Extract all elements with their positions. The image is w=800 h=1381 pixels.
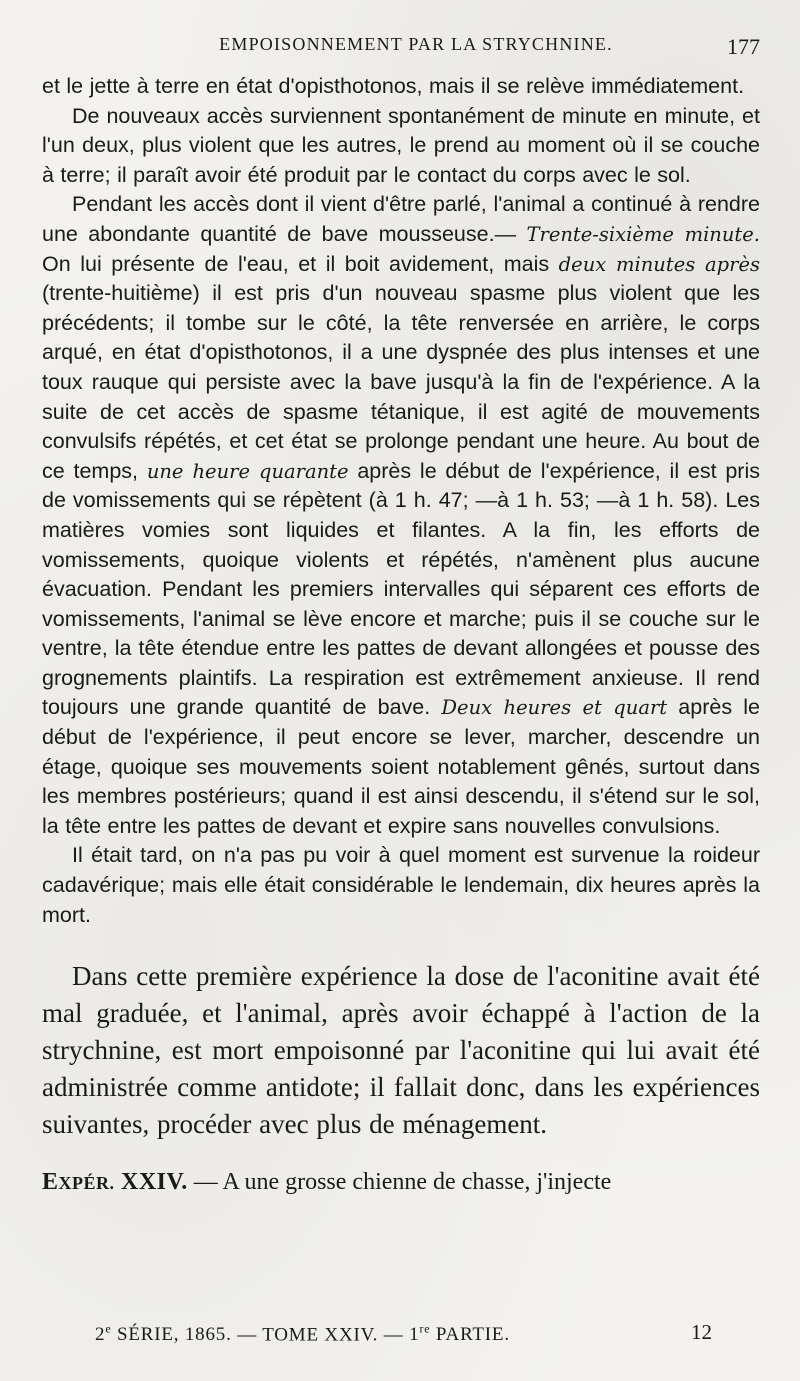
- experiment-narrative: [42, 72, 760, 930]
- italic-time-note: Deux heures et quart: [441, 696, 668, 720]
- text-run: On lui présente de l'eau, et il boit avidement, mais: [42, 251, 559, 276]
- signature-mark: 12: [691, 1320, 712, 1344]
- running-head: [42, 28, 760, 58]
- italic-time-note: une heure quarante: [146, 459, 349, 483]
- footer-partie-sup: re: [419, 1322, 431, 1336]
- text-run: (trente-huitième) il est pris d'un nouveau spasme plus violent que les précédents; il tombe sur le côté, la tête renversée en arrière, le corps arqué, en état d'opisthotonos, il a une dyspnée des plus intenses et une toux rauque qui persiste avec la bave jusqu'à la fin de l'expérience. A la suite de cet accès de spasme tétanique, il est agité de mouvements convulsifs répétés, et cet état se prolonge pendant une heure. Au bout de ce temps,: [42, 281, 760, 483]
- footer-partie: [409, 1324, 510, 1345]
- page-number: 177: [727, 34, 760, 59]
- paragraph-progression: [42, 190, 760, 841]
- experiment-label-cap: E: [42, 1169, 59, 1196]
- paragraph-rigor: Il était tard, on n'a pas pu voir à quel moment est survenue la roideur cadavérique; mais elle était considérable le lendemain, dix heures après la mort.: [42, 843, 760, 927]
- page-footer: [95, 1322, 712, 1346]
- text-run: après le début de l'expérience, il est pris de vomissements qui se répètent (à 1 h. 47; —à 1 h. 53; —à 1 h. 58). Les matières vomies sont liquides et filantes. A la fin, les efforts de vomissements, quoique violents et répétés, n'amènent plus aucune évacuation. Pendant les premiers intervalles qui séparent ces efforts de vomissements, l'animal se lève encore et marche; puis il se couche sur le ventre, la tête étendue entre les pattes de devant allongées et pousse des grognements plaintifs. La respiration est extrêmement anxieuse. Il rend toujours une grande quantité de bave.: [42, 458, 760, 720]
- footer-series-text: SÉRIE, 1865.: [111, 1324, 232, 1346]
- author-commentary: [42, 958, 760, 1143]
- paragraph-continuation: et le jette à terre en état d'opisthotonos, mais il se relève immédiatement.: [42, 74, 745, 98]
- italic-time-note: Trente-sixième minute.: [526, 222, 761, 246]
- experiment-heading: [42, 1167, 760, 1198]
- footer-series-sup: e: [105, 1322, 112, 1336]
- experiment-label-small: XPÉR.: [58, 1173, 115, 1194]
- footer-series: [95, 1324, 232, 1345]
- running-title: EMPOISONNEMENT PAR LA STRYCHNINE.: [219, 34, 613, 54]
- footer-tome: — TOME XXIV. —: [231, 1324, 410, 1346]
- experiment-number: XXIV.: [121, 1169, 188, 1196]
- italic-time-note: deux minutes après: [558, 252, 760, 276]
- text-run: Pendant les accès dont il vient d'être parlé, l'animal a continué à rendre une abondante quantité de bave mousseuse.—: [42, 192, 760, 246]
- footer-partie-text: PARTIE.: [430, 1324, 510, 1346]
- paragraph-new-attacks: De nouveaux accès surviennent spontanément de minute en minute, et l'un deux, plus violent que les autres, le prend au moment où il se couche à terre; il paraît avoir été produit par le contact du corps avec le sol.: [42, 103, 760, 187]
- experiment-text: — A une grosse chienne de chasse, j'injecte: [187, 1169, 612, 1196]
- footer-partie-num: 1: [409, 1324, 420, 1346]
- footer-series-num: 2: [95, 1324, 106, 1346]
- experiment-label: [42, 1169, 188, 1195]
- commentary-paragraph: Dans cette première expérience la dose de l'aconitine avait été mal graduée, et l'animal, après avoir échappé à l'action de la strychnine, est mort empoisonné par l'aconitine qui lui avait été administrée comme antidote; il fallait donc, dans les expériences suivantes, procéder avec plus de ménagement.: [42, 961, 760, 1140]
- text-run: après le début de l'expérience, il peut encore se lever, marcher, descendre un étage, quoique ses mouvements soient notablement gênés, surtout dans les membres postérieurs; quand il est ainsi descendu, il s'étend sur le sol, la tête entre les pattes de devant et expire sans nouvelles convulsions.: [42, 695, 760, 838]
